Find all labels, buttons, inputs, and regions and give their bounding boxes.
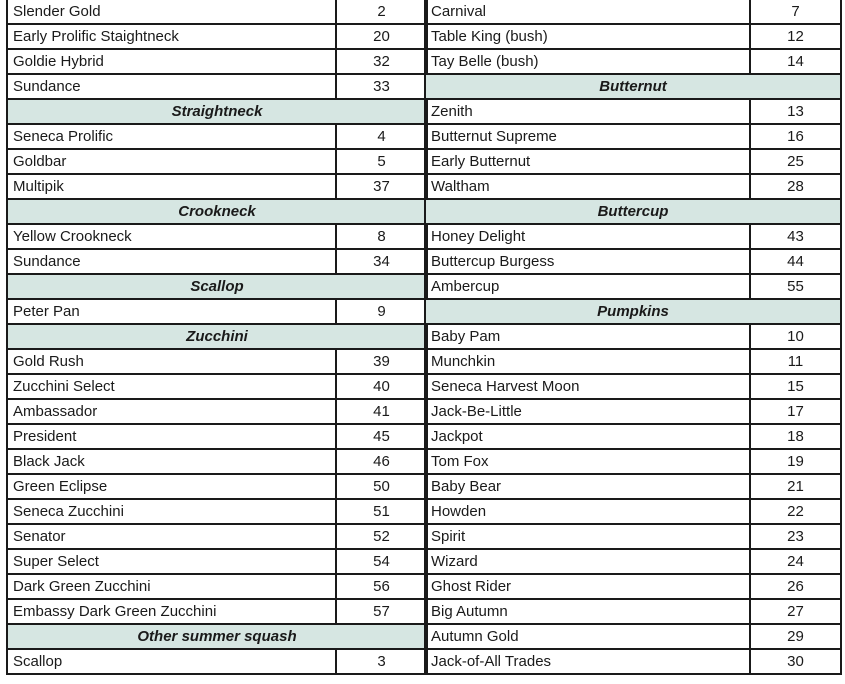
variety-number: 55 <box>750 274 841 299</box>
variety-number: 40 <box>336 374 427 399</box>
variety-number: 20 <box>336 24 427 49</box>
variety-name: Seneca Zucchini <box>7 499 336 524</box>
variety-name: Baby Bear <box>425 474 750 499</box>
table-row <box>7 374 427 399</box>
table-row <box>7 549 427 574</box>
category-header: Butternut <box>425 74 841 99</box>
variety-name: Ambercup <box>425 274 750 299</box>
variety-name: Jack-Be-Little <box>425 399 750 424</box>
variety-number: 34 <box>336 249 427 274</box>
variety-number: 15 <box>750 374 841 399</box>
table-row <box>7 24 427 49</box>
category-header-row <box>425 199 841 224</box>
variety-name: Buttercup Burgess <box>425 249 750 274</box>
table-row <box>425 249 841 274</box>
variety-name: Yellow Crookneck <box>7 224 336 249</box>
variety-name: Jackpot <box>425 424 750 449</box>
table-row <box>7 499 427 524</box>
variety-name: Goldie Hybrid <box>7 49 336 74</box>
category-header-row <box>7 274 427 299</box>
variety-name: Green Eclipse <box>7 474 336 499</box>
table-row <box>425 424 841 449</box>
variety-number: 44 <box>750 249 841 274</box>
table-row <box>425 499 841 524</box>
table-row <box>7 599 427 624</box>
table-row <box>7 249 427 274</box>
table-row <box>425 274 841 299</box>
variety-number: 4 <box>336 124 427 149</box>
variety-name: President <box>7 424 336 449</box>
variety-number: 57 <box>336 599 427 624</box>
variety-name: Embassy Dark Green Zucchini <box>7 599 336 624</box>
variety-name: Seneca Harvest Moon <box>425 374 750 399</box>
variety-number: 8 <box>336 224 427 249</box>
variety-number: 18 <box>750 424 841 449</box>
variety-number: 45 <box>336 424 427 449</box>
category-header-row <box>425 74 841 99</box>
variety-name: Peter Pan <box>7 299 336 324</box>
table-row <box>425 449 841 474</box>
variety-number: 22 <box>750 499 841 524</box>
variety-name: Big Autumn <box>425 599 750 624</box>
variety-number: 32 <box>336 49 427 74</box>
category-header-row <box>425 299 841 324</box>
table-row <box>425 524 841 549</box>
category-header: Buttercup <box>425 199 841 224</box>
variety-name: Sundance <box>7 249 336 274</box>
variety-name: Multipik <box>7 174 336 199</box>
variety-name: Gold Rush <box>7 349 336 374</box>
variety-number: 5 <box>336 149 427 174</box>
table-row <box>425 124 841 149</box>
category-header-row <box>7 199 427 224</box>
table-row <box>7 524 427 549</box>
table-row <box>425 624 841 649</box>
table-row <box>7 399 427 424</box>
table-row <box>425 174 841 199</box>
variety-number: 13 <box>750 99 841 124</box>
right-table-body <box>425 0 841 674</box>
variety-name: Waltham <box>425 174 750 199</box>
category-header-row <box>7 99 427 124</box>
category-header: Other summer squash <box>7 624 427 649</box>
variety-name: Wizard <box>425 549 750 574</box>
category-header: Straightneck <box>7 99 427 124</box>
category-header-row <box>7 624 427 649</box>
variety-number: 28 <box>750 174 841 199</box>
variety-name: Baby Pam <box>425 324 750 349</box>
variety-name: Ghost Rider <box>425 574 750 599</box>
left-variety-table <box>6 0 428 675</box>
table-row <box>7 449 427 474</box>
variety-number: 14 <box>750 49 841 74</box>
variety-number: 23 <box>750 524 841 549</box>
variety-number: 37 <box>336 174 427 199</box>
table-row <box>425 99 841 124</box>
category-header: Scallop <box>7 274 427 299</box>
left-table-body <box>7 0 427 674</box>
table-row <box>7 474 427 499</box>
table-row <box>7 0 427 24</box>
variety-number: 10 <box>750 324 841 349</box>
table-row <box>425 574 841 599</box>
category-header: Zucchini <box>7 324 427 349</box>
table-row <box>425 599 841 624</box>
table-row <box>7 574 427 599</box>
variety-name: Seneca Prolific <box>7 124 336 149</box>
variety-name: Slender Gold <box>7 0 336 24</box>
table-row <box>425 149 841 174</box>
variety-number: 54 <box>336 549 427 574</box>
variety-number: 3 <box>336 649 427 674</box>
variety-name: Munchkin <box>425 349 750 374</box>
variety-number: 52 <box>336 524 427 549</box>
variety-name: Early Prolific Staightneck <box>7 24 336 49</box>
variety-number: 11 <box>750 349 841 374</box>
variety-number: 43 <box>750 224 841 249</box>
table-row <box>425 549 841 574</box>
table-row <box>425 324 841 349</box>
table-row <box>425 374 841 399</box>
right-variety-table <box>424 0 842 675</box>
variety-name: Sundance <box>7 74 336 99</box>
table-row <box>7 174 427 199</box>
variety-number: 24 <box>750 549 841 574</box>
table-row <box>7 349 427 374</box>
table-row <box>7 424 427 449</box>
table-row <box>425 649 841 674</box>
variety-number: 21 <box>750 474 841 499</box>
variety-number: 39 <box>336 349 427 374</box>
variety-name: Autumn Gold <box>425 624 750 649</box>
variety-number: 50 <box>336 474 427 499</box>
variety-number: 56 <box>336 574 427 599</box>
variety-name: Spirit <box>425 524 750 549</box>
table-row <box>425 49 841 74</box>
variety-name: Dark Green Zucchini <box>7 574 336 599</box>
table-row <box>7 74 427 99</box>
variety-name: Zucchini Select <box>7 374 336 399</box>
variety-number: 2 <box>336 0 427 24</box>
table-row <box>7 149 427 174</box>
category-header: Crookneck <box>7 199 427 224</box>
variety-number: 19 <box>750 449 841 474</box>
variety-name: Howden <box>425 499 750 524</box>
variety-name: Butternut Supreme <box>425 124 750 149</box>
variety-name: Goldbar <box>7 149 336 174</box>
variety-number: 33 <box>336 74 427 99</box>
variety-number: 46 <box>336 449 427 474</box>
variety-name: Table King (bush) <box>425 24 750 49</box>
category-header: Pumpkins <box>425 299 841 324</box>
variety-number: 26 <box>750 574 841 599</box>
variety-name: Tay Belle (bush) <box>425 49 750 74</box>
variety-number: 25 <box>750 149 841 174</box>
variety-name: Scallop <box>7 649 336 674</box>
variety-number: 7 <box>750 0 841 24</box>
variety-name: Early Butternut <box>425 149 750 174</box>
variety-name: Honey Delight <box>425 224 750 249</box>
table-row <box>425 0 841 24</box>
table-row <box>7 649 427 674</box>
variety-name: Carnival <box>425 0 750 24</box>
variety-name: Tom Fox <box>425 449 750 474</box>
table-row <box>425 24 841 49</box>
variety-number: 12 <box>750 24 841 49</box>
table-row <box>425 224 841 249</box>
variety-name: Senator <box>7 524 336 549</box>
table-row <box>425 349 841 374</box>
variety-name: Jack-of-All Trades <box>425 649 750 674</box>
table-row <box>425 399 841 424</box>
table-row <box>7 299 427 324</box>
variety-name: Ambassador <box>7 399 336 424</box>
variety-name: Zenith <box>425 99 750 124</box>
variety-number: 9 <box>336 299 427 324</box>
variety-number: 27 <box>750 599 841 624</box>
table-row <box>7 124 427 149</box>
variety-name: Black Jack <box>7 449 336 474</box>
table-row <box>425 474 841 499</box>
table-row <box>7 49 427 74</box>
variety-number: 51 <box>336 499 427 524</box>
table-row <box>7 224 427 249</box>
variety-number: 16 <box>750 124 841 149</box>
category-header-row <box>7 324 427 349</box>
variety-number: 30 <box>750 649 841 674</box>
variety-number: 17 <box>750 399 841 424</box>
variety-number: 29 <box>750 624 841 649</box>
variety-number: 41 <box>336 399 427 424</box>
variety-name: Super Select <box>7 549 336 574</box>
